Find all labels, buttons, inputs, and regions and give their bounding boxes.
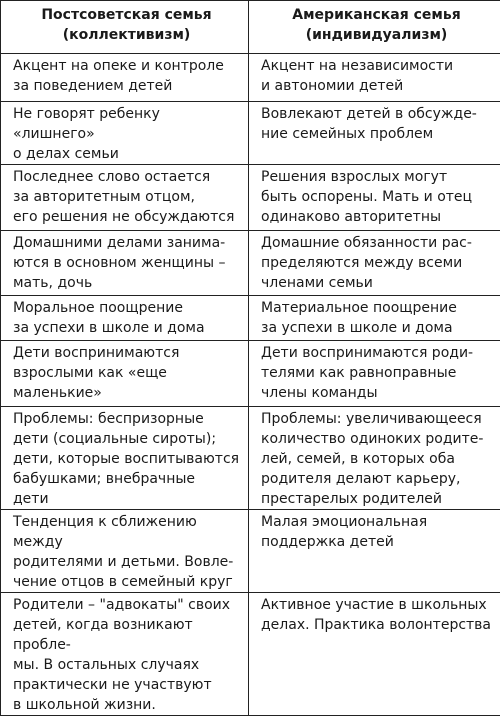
header-american-family: Американская семья (индивидуализм) (249, 1, 500, 54)
cell-post-soviet: Акцент на опеке и контроле за поведением детей (1, 54, 249, 102)
cell-post-soviet: Последнее слово остается за авторитетным отцом, его решения не обсуждаются (1, 165, 249, 231)
cell-american: Активное участие в школьных делах. Практика волонтерства (249, 593, 500, 716)
cell-american: Решения взрослых могут быть оспорены. Мать и отец одинаково авторитетны (249, 165, 500, 231)
table-row (1, 231, 500, 296)
cell-american: Домашние обязанности рас- пределяются между всеми членами семьи (249, 231, 500, 296)
table-row (1, 341, 500, 407)
table-row (1, 54, 500, 102)
header-post-soviet-family: Постсоветская семья (коллективизм) (1, 1, 249, 54)
cell-post-soviet: Тенденция к сближению между родителями и детьми. Вовле- чение отцов в семейный круг (1, 510, 249, 593)
header-row (1, 1, 500, 54)
cell-american: Малая эмоциональная поддержка детей (249, 510, 500, 593)
cell-post-soviet: Не говорят ребенку «лишнего» о делах семьи (1, 102, 249, 165)
cell-american: Вовлекают детей в обсужде- ние семейных проблем (249, 102, 500, 165)
cell-american: Дети воспринимаются роди- телями как равноправные члены команды (249, 341, 500, 407)
cell-post-soviet: Родители – "адвокаты" своих детей, когда возникают пробле- мы. В остальных случаях практически не участвуют в школьной жизни. (1, 593, 249, 716)
table-row (1, 407, 500, 510)
table-row (1, 593, 500, 716)
cell-post-soviet: Моральное поощрение за успехи в школе и дома (1, 296, 249, 341)
cell-post-soviet: Дети воспринимаются взрослыми как «еще маленькие» (1, 341, 249, 407)
table-row (1, 296, 500, 341)
cell-american: Проблемы: увеличивающееся количество одиноких родите- лей, семей, в которых оба родителя делают карьеру, престарелых родителей (249, 407, 500, 510)
table-row (1, 510, 500, 593)
cell-post-soviet: Домашними делами занима- ются в основном женщины – мать, дочь (1, 231, 249, 296)
cell-american: Материальное поощрение за успехи в школе и дома (249, 296, 500, 341)
cell-post-soviet: Проблемы: беспризорные дети (социальные сироты); дети, которые воспитываются бабушками; внебрачные дети (1, 407, 249, 510)
cell-american: Акцент на независимости и автономии детей (249, 54, 500, 102)
table-row (1, 165, 500, 231)
table-row (1, 102, 500, 165)
